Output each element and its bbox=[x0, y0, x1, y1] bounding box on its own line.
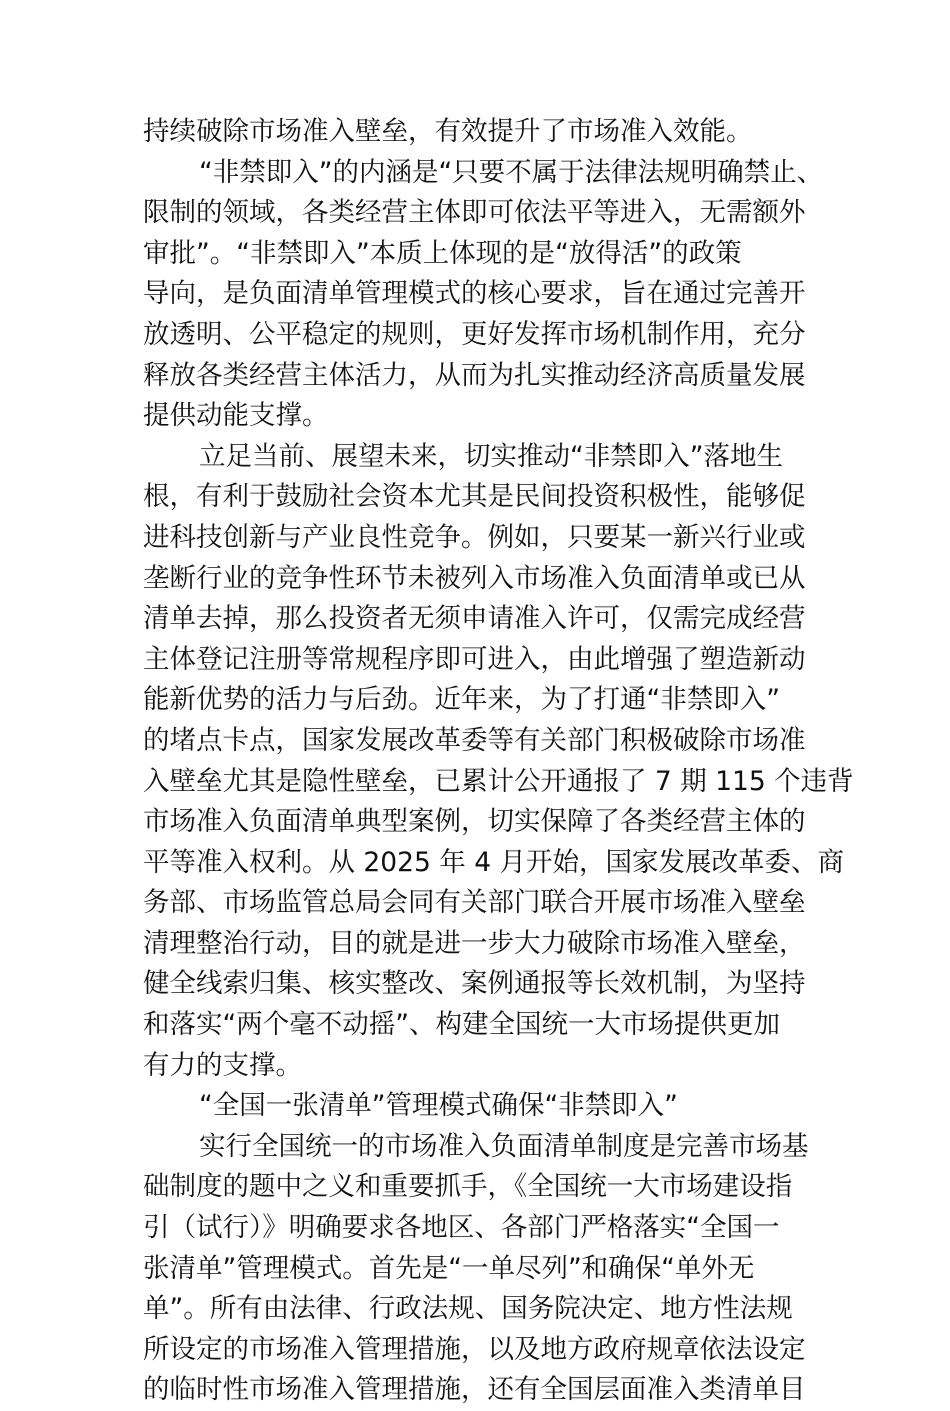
paragraph-line: 平等准入权利。从 2025 年 4 月开始，国家发展改革委、商 bbox=[143, 846, 844, 878]
paragraph-line: 实行全国统一的市场准入负面清单制度是完善市场基 bbox=[199, 1130, 809, 1162]
paragraph-line: 引（试行）》明确要求各地区、各部门严格落实“全国一 bbox=[143, 1212, 780, 1244]
paragraph-line: 进科技创新与产业良性竞争。例如，只要某一新兴行业或 bbox=[143, 521, 806, 553]
paragraph-line: 务部、市场监管总局会同有关部门联合开展市场准入壁垒 bbox=[143, 887, 806, 919]
paragraph-line: 清理整治行动，目的就是进一步大力破除市场准入壁垒， bbox=[143, 927, 806, 959]
paragraph-line: 的堵点卡点，国家发展改革委等有关部门积极破除市场准 bbox=[143, 724, 806, 756]
paragraph-line: 单”。所有由法律、行政法规、国务院决定、地方性法规 bbox=[143, 1293, 793, 1325]
paragraph-line: 持续破除市场准入壁垒，有效提升了市场准入效能。 bbox=[143, 116, 753, 147]
paragraph-line: 限制的领域，各类经营主体即可依法平等进入，无需额外 bbox=[143, 197, 806, 229]
paragraph-line: 能新优势的活力与后劲。近年来，为了打通“非禁即入” bbox=[143, 684, 780, 716]
paragraph-line: 放透明、公平稳定的规则，更好发挥市场机制作用，充分 bbox=[143, 318, 806, 350]
paragraph-line: 释放各类经营主体活力，从而为扎实推动经济高质量发展 bbox=[143, 359, 806, 391]
paragraph-line: 根，有利于鼓励社会资本尤其是民间投资积极性，能够促 bbox=[143, 481, 806, 513]
paragraph-line: 础制度的题中之义和重要抓手，《全国统一大市场建设指 bbox=[143, 1171, 793, 1203]
paragraph-line: “非禁即入”的内涵是“只要不属于法律法规明确禁止、 bbox=[199, 156, 824, 188]
paragraph-line: 市场准入负面清单典型案例，切实保障了各类经营主体的 bbox=[143, 806, 806, 838]
paragraph-line: 审批”。“非禁即入”本质上体现的是“放得活”的政策 bbox=[143, 237, 742, 269]
paragraph-line: 垄断行业的竞争性环节未被列入市场准入负面清单或已从 bbox=[143, 562, 806, 594]
paragraph-line: 的临时性市场准入管理措施，还有全国层面准入类清单目 bbox=[143, 1374, 806, 1406]
paragraph-line: 清单去掉，那么投资者无须申请准入许可，仅需完成经营 bbox=[143, 603, 806, 635]
paragraph-line: 提供动能支撑。 bbox=[143, 400, 329, 432]
paragraph-line: 有力的支撑。 bbox=[143, 1049, 302, 1081]
article-body bbox=[143, 112, 854, 1411]
paragraph-line: 导向，是负面清单管理模式的核心要求，旨在通过完善开 bbox=[143, 278, 806, 310]
paragraph-line: 所设定的市场准入管理措施，以及地方政府规章依法设定 bbox=[143, 1333, 806, 1365]
paragraph-line: 健全线索归集、核实整改、案例通报等长效机制，为坚持 bbox=[143, 968, 806, 1000]
paragraph-line: 和落实“两个毫不动摇”、构建全国统一大市场提供更加 bbox=[143, 1009, 780, 1041]
paragraph-line: 立足当前、展望未来，切实推动“非禁即入”落地生 bbox=[199, 440, 783, 472]
paragraph-line: 主体登记注册等常规程序即可进入，由此增强了塑造新动 bbox=[143, 643, 806, 675]
paragraph-line: 张清单”管理模式。首先是“一单尽列”和确保“单外无 bbox=[143, 1252, 755, 1284]
paragraph-line: 入壁垒尤其是隐性壁垒，已累计公开通报了 7 期 115 个违背 bbox=[143, 765, 854, 797]
section-heading: “全国一张清单”管理模式确保“非禁即入” bbox=[199, 1090, 678, 1122]
